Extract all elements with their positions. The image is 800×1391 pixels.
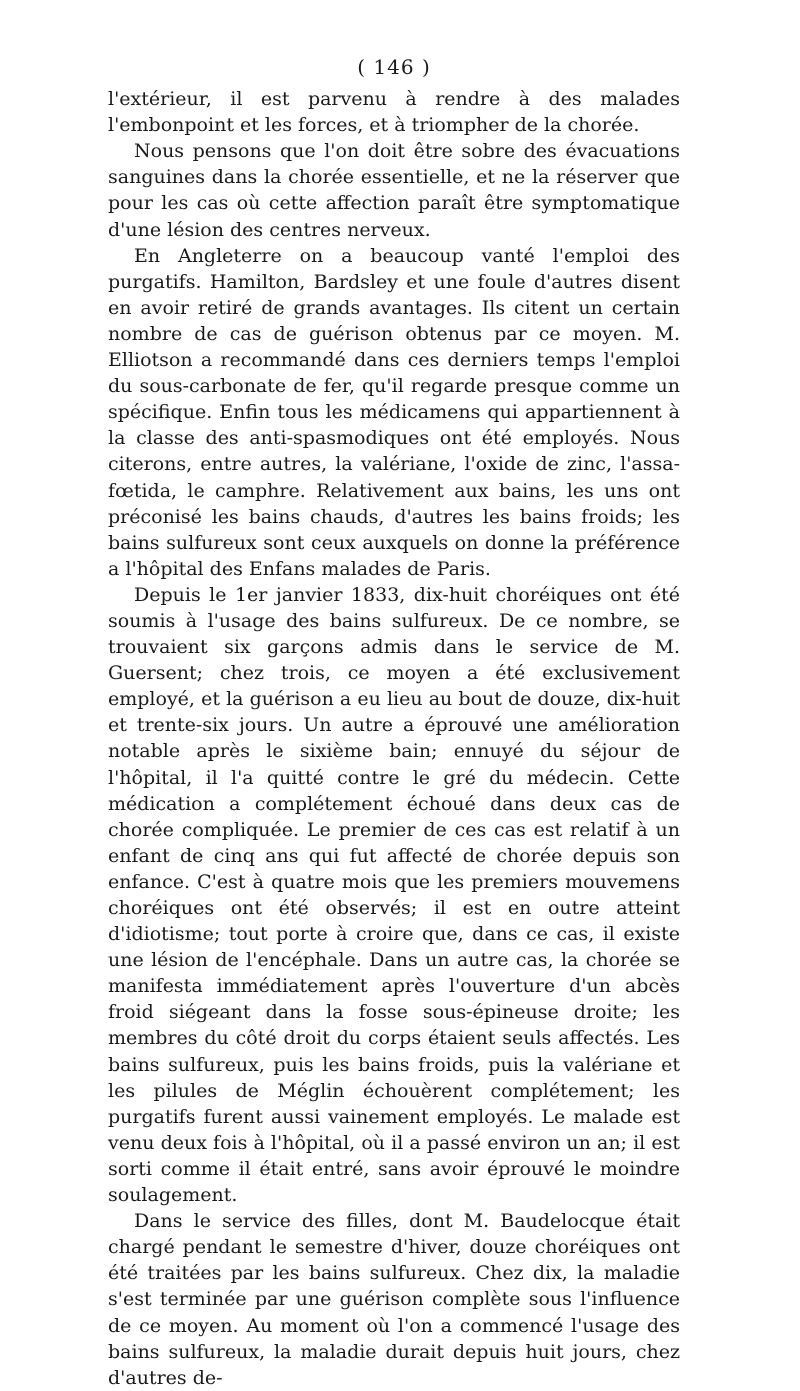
paragraph-4: Depuis le 1er janvier 1833, dix-huit choréiques ont été soumis à l'usage des bains sulfureux. De ce nombre, se trouvaient six garçons admis dans le service de M. Guersent; chez trois, ce moyen a été exclusivement employé, et la guérison a eu lieu au bout de douze, dix-huit et trente-six jours. Un autre a éprouvé une amélioration notable après le sixième bain; ennuyé du séjour de l'hôpital, il l'a quitté contre le gré du médecin. Cette médication a complétement échoué dans deux cas de chorée compliquée. Le premier de ces cas est relatif à un enfant de cinq ans qui fut affecté de chorée depuis son enfance. C'est à quatre mois que les premiers mouvemens choréiques ont été observés; il est en outre atteint d'idiotisme; tout porte à croire que, dans ce cas, il existe une lésion de l'encéphale. Dans un autre cas, la chorée se manifesta immédiatement après l'ouverture d'un abcès froid siégeant dans la fosse sous-épineuse droite; les membres du côté droit du corps étaient seuls affectés. Les bains sulfureux, puis les bains froids, puis la valériane et les pilules de Méglin échouèrent complétement; les purgatifs furent aussi vainement employés. Le malade est venu deux fois à l'hôpital, où il a passé environ un an; il est sorti comme il était entré, sans avoir éprouvé le moindre soulagement.	[108, 583, 680, 1207]
paragraph-3: En Angleterre on a beaucoup vanté l'emploi des purgatifs. Hamilton, Bardsley et une foule d'autres disent en avoir retiré de grands avantages. Ils citent un certain nombre de cas de guérison obtenus par ce moyen. M. Elliotson a recommandé dans ces derniers temps l'emploi du sous-carbonate de fer, qu'il regarde presque comme un spécifique. Enfin tous les médicamens qui appartiennent à la classe des anti-spasmodiques ont été employés. Nous citerons, entre autres, la valériane, l'oxide de zinc, l'assa-fœtida, le camphre. Relativement aux bains, les uns ont préconisé les bains chauds, d'autres les bains froids; les bains sulfureux sont ceux auxquels on donne la préférence a l'hôpital des Enfans malades de Paris.	[108, 244, 680, 580]
paragraph-2: Nous pensons que l'on doit être sobre des évacuations sanguines dans la chorée essentielle, et ne la réserver que pour les cas où cette affection paraît être symptomatique d'une lésion des centres nerveux.	[108, 140, 680, 241]
paragraph-1: l'extérieur, il est parvenu à rendre à des malades l'embonpoint et les forces, et à triompher de la chorée.	[108, 88, 680, 137]
book-page	[108, 54, 680, 1391]
paragraph-5: Dans le service des filles, dont M. Baudelocque était chargé pendant le semestre d'hiver, douze choréiques ont été traitées par les bains sulfureux. Chez dix, la maladie s'est terminée par une guérison complète sous l'influence de ce moyen. Au moment où l'on a commencé l'usage des bains sulfureux, la maladie durait depuis huit jours, chez d'autres de-	[108, 1210, 680, 1389]
page-number: ( 146 )	[357, 55, 431, 79]
